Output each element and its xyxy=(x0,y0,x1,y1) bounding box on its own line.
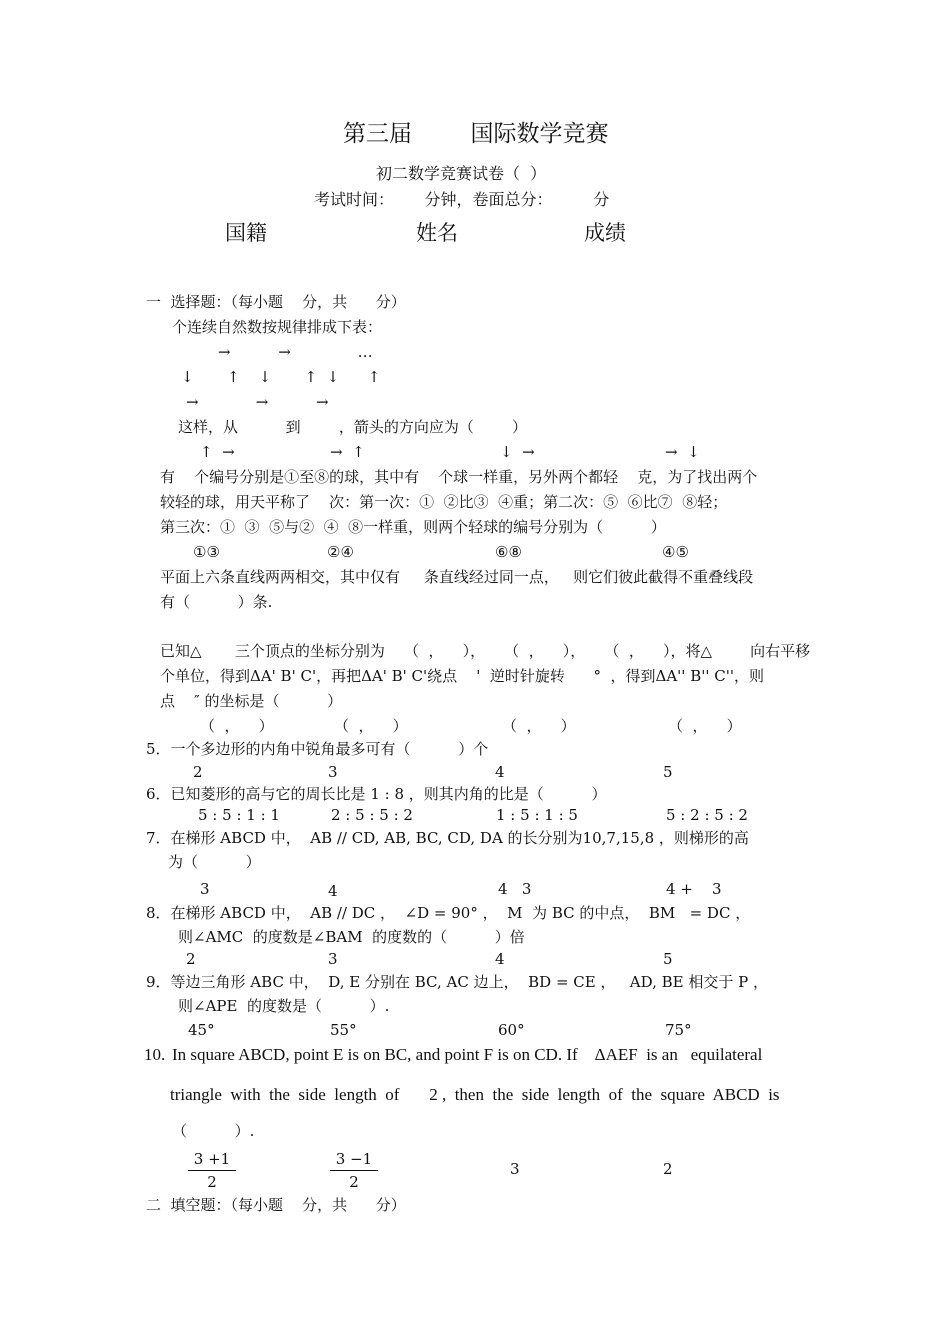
q9-option-a: 45° xyxy=(188,1021,215,1039)
q8-line1: 8．在梯形 ABCD 中， AB // DC ， ∠D = 90° ， M 为 BC 的中点， BM = DC ， xyxy=(146,904,751,922)
q2-option-d: ④⑤ xyxy=(662,543,689,561)
q9-option-c: 60° xyxy=(498,1021,525,1039)
q10-option-a-numerator: 3 +1 xyxy=(188,1150,236,1171)
exam-title: 第三届 国际数学竞赛 xyxy=(343,121,609,147)
q2-line1: 有 个编号分别是①至⑧的球，其中有 个球一样重，另外两个都轻 克，为了找出两个 xyxy=(160,468,758,486)
q9-line2: 则∠APE 的度数是（ ）. xyxy=(178,997,390,1015)
q10-option-b-numerator: 3 −1 xyxy=(330,1150,378,1171)
q7-option-d: 4 + 3 xyxy=(666,880,722,898)
q8-option-c: 4 xyxy=(495,950,505,968)
q6-option-d: 5 : 2 : 5 : 2 xyxy=(666,806,748,824)
q6-option-c: 1 : 5 : 1 : 5 xyxy=(496,806,578,824)
q2-option-a: ①③ xyxy=(193,543,220,561)
q2-option-b: ②④ xyxy=(327,543,354,561)
field-score: 成绩 xyxy=(584,221,626,245)
q4-line1: 已知△ 三个顶点的坐标分别为 （ ， ）， （ ， ）， （ ， ），将△ 向右平移 xyxy=(160,642,811,660)
section1-heading: 一 选择题：（每小题 分，共 分） xyxy=(146,293,406,311)
q1-option-d: → ↓ xyxy=(665,443,700,461)
q6-stem: 6．已知菱形的高与它的周长比是 1 : 8 ，则其内角的比是（ ） xyxy=(146,785,607,803)
q4-option-d: （ ， ） xyxy=(668,717,742,735)
q8-option-d: 5 xyxy=(663,950,673,968)
q1-option-c: ↓ → xyxy=(500,443,535,461)
q7-option-c: 4 3 xyxy=(498,880,532,898)
q6-option-a: 5 : 5 : 1 : 1 xyxy=(198,806,280,824)
q4-option-b: （ ， ） xyxy=(334,717,408,735)
q5-option-b: 3 xyxy=(328,763,338,781)
q10-line2: triangle with the side length of 2 , then the side length of the square ABCD is xyxy=(170,1085,780,1104)
exam-info: 考试时间： 分钟，卷面总分： 分 xyxy=(314,190,610,209)
q10-option-d: 2 xyxy=(663,1160,673,1178)
q1-arrow-row1: → → … xyxy=(218,343,373,361)
q10-option-b xyxy=(330,1150,378,1191)
q7-option-b: 4 xyxy=(328,882,338,900)
q8-line2: 则∠AMC 的度数是∠BAM 的度数的（ ）倍 xyxy=(178,928,525,946)
q5-option-c: 4 xyxy=(495,763,505,781)
field-nationality: 国籍 xyxy=(225,221,267,245)
q1-option-b: → ↑ xyxy=(330,443,365,461)
q8-option-a: 2 xyxy=(186,950,196,968)
q10-line3: （ ）. xyxy=(172,1122,255,1140)
q2-line3: 第三次：① ③ ⑤与② ④ ⑧一样重，则两个轻球的编号分别为（ ） xyxy=(160,518,666,536)
q4-option-c: （ ， ） xyxy=(502,717,576,735)
field-name: 姓名 xyxy=(416,221,458,245)
q1-arrow-row3: → → → xyxy=(186,393,329,411)
q9-option-d: 75° xyxy=(665,1021,692,1039)
q10-option-b-denominator: 2 xyxy=(349,1173,359,1191)
q5-option-a: 2 xyxy=(193,763,203,781)
q4-option-a: （ ， ） xyxy=(200,717,274,735)
q4-line3: 点 ″ 的坐标是（ ） xyxy=(160,692,343,710)
q10-line1: In square ABCD, point E is on BC, and point F is on CD. If ΔAEF is an equilateral xyxy=(172,1045,763,1064)
q2-line2: 较轻的球，用天平称了 次：第一次：① ②比③ ④重；第二次：⑤ ⑥比⑦ ⑧轻； xyxy=(160,493,728,511)
q1-arrow-row2: ↓ ↑ ↓ ↑ ↓ ↑ xyxy=(181,368,381,386)
q7-line2: 为（ ） xyxy=(168,853,261,871)
q10-option-c: 3 xyxy=(510,1160,520,1178)
q6-option-b: 2 : 5 : 5 : 2 xyxy=(331,806,413,824)
q8-option-b: 3 xyxy=(328,950,338,968)
q4-line2: 个单位，得到ΔA' B' C'，再把ΔA' B' C'绕点 ' 逆时针旋转 ° ，得到ΔA'' B'' C''，则 xyxy=(160,667,764,685)
q2-option-c: ⑥⑧ xyxy=(495,543,522,561)
q10-option-a xyxy=(188,1150,236,1191)
section2-heading: 二 填空题：（每小题 分，共 分） xyxy=(146,1196,406,1214)
q7-option-a: 3 xyxy=(200,880,210,898)
q10-number: 10. xyxy=(144,1045,166,1064)
q3-line1: 平面上六条直线两两相交，其中仅有 条直线经过同一点， 则它们彼此截得不重叠线段 xyxy=(160,568,754,586)
q1-stem: 个连续自然数按规律排成下表： xyxy=(172,318,383,336)
exam-subtitle: 初二数学竞赛试卷（ ） xyxy=(376,164,547,183)
q9-option-b: 55° xyxy=(330,1021,357,1039)
q5-stem: 5．一个多边形的内角中锐角最多可有（ ）个 xyxy=(146,740,489,758)
q9-line1: 9．等边三角形 ABC 中， D, E 分别在 BC, AC 边上， BD = CE ， AD, BE 相交于 P ， xyxy=(146,973,769,991)
q10-option-a-denominator: 2 xyxy=(207,1173,217,1191)
q5-option-d: 5 xyxy=(663,763,673,781)
q7-line1: 7．在梯形 ABCD 中， AB // CD, AB, BC, CD, DA 的长分别为10,7,15,8 ，则梯形的高 xyxy=(146,829,749,847)
q3-line2: 有（ ）条. xyxy=(160,593,273,611)
q1-question: 这样，从 到 ，箭头的方向应为（ ） xyxy=(178,418,527,436)
q1-option-a: ↑ → xyxy=(200,443,235,461)
